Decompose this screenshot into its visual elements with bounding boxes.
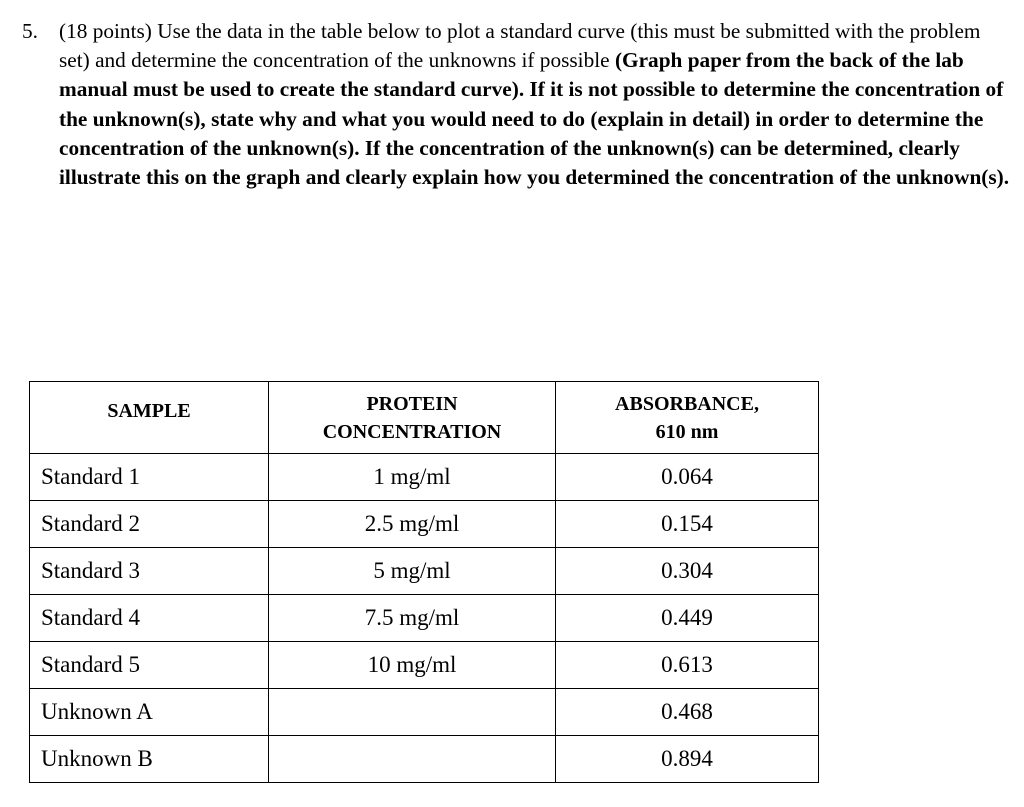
cell-absorbance: 0.154	[556, 501, 819, 548]
cell-absorbance: 0.064	[556, 454, 819, 501]
cell-absorbance: 0.894	[556, 736, 819, 783]
question-block	[22, 17, 1012, 192]
table-row	[30, 689, 819, 736]
cell-absorbance: 0.468	[556, 689, 819, 736]
standard-curve-table	[29, 381, 819, 783]
cell-sample: Unknown A	[30, 689, 269, 736]
header-sample	[30, 382, 269, 454]
cell-absorbance: 0.449	[556, 595, 819, 642]
cell-concentration: 10 mg/ml	[269, 642, 556, 689]
cell-concentration	[269, 689, 556, 736]
header-absorbance-line2: 610 nm	[655, 420, 719, 443]
cell-concentration: 2.5 mg/ml	[269, 501, 556, 548]
cell-sample: Standard 5	[30, 642, 269, 689]
table-row	[30, 736, 819, 783]
table-header-row	[30, 382, 819, 454]
cell-absorbance: 0.304	[556, 548, 819, 595]
header-sample-label: SAMPLE	[107, 400, 191, 422]
cell-concentration: 7.5 mg/ml	[269, 595, 556, 642]
cell-concentration: 5 mg/ml	[269, 548, 556, 595]
cell-sample: Standard 4	[30, 595, 269, 642]
question-number: 5.	[22, 19, 38, 43]
header-concentration-line2: CONCENTRATION	[322, 420, 502, 443]
header-concentration	[269, 382, 556, 454]
table-row	[30, 642, 819, 689]
table-row	[30, 501, 819, 548]
cell-sample: Unknown B	[30, 736, 269, 783]
cell-sample: Standard 3	[30, 548, 269, 595]
table-row	[30, 548, 819, 595]
cell-absorbance: 0.613	[556, 642, 819, 689]
table-row	[30, 454, 819, 501]
table-row	[30, 595, 819, 642]
cell-concentration: 1 mg/ml	[269, 454, 556, 501]
question-prompt: (18 points) Use the data in the table below to plot a standard curve (this must be submitted with the problem set) and determine the concentration of the unknowns if possible	[59, 19, 981, 73]
cell-concentration	[269, 736, 556, 783]
cell-sample: Standard 2	[30, 501, 269, 548]
cell-sample: Standard 1	[30, 454, 269, 501]
question-text	[59, 17, 1012, 192]
header-absorbance-line1: ABSORBANCE,	[615, 392, 759, 415]
header-absorbance	[556, 382, 819, 454]
question-bold-instructions: (Graph paper from the back of the lab manual must be used to create the standard curve). If it is not possible to determine the concentration of the unknown(s), state why and what you would need to do (explain in detail) in order to determine the concentration of the unknown(s). If the concentration of the unknown(s) can be determined, clearly illustrate this on the graph and clearly explain how you determined the concentration of the unknown(s).	[59, 48, 1010, 190]
header-concentration-line1: PROTEIN	[366, 392, 458, 415]
